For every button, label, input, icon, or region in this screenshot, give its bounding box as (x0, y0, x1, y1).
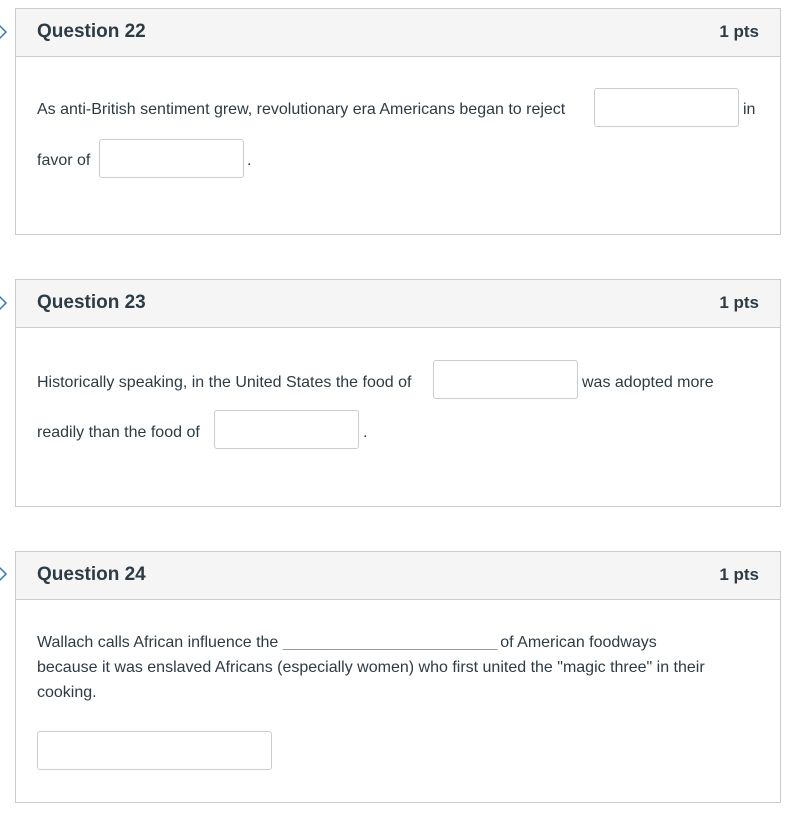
question-points: 1 pts (719, 565, 759, 584)
question-text-after-blank2: . (247, 152, 252, 169)
answer-blank-1[interactable] (433, 360, 578, 399)
question-flag-icon[interactable] (0, 566, 9, 582)
question-flag-icon[interactable] (0, 24, 9, 40)
question-text-line2: because it was enslaved Africans (especially women) who first united the "magic three" in their (37, 659, 705, 676)
question-title: Question 22 (37, 21, 146, 42)
question-text-after-blank1: in (743, 101, 756, 118)
question-text-end: of American foodways (500, 634, 657, 651)
question-flag-icon[interactable] (0, 295, 9, 311)
question-text-line3: cooking. (37, 684, 97, 701)
question-23-card (15, 279, 781, 507)
question-points: 1 pts (719, 22, 759, 41)
question-text-after-blank1: was adopted more (582, 374, 714, 391)
question-text (37, 630, 762, 705)
question-text-line1 (37, 630, 762, 655)
question-text-line1: Historically speaking, in the United States the food of (37, 374, 412, 391)
question-text-start: Wallach calls African influence the (37, 634, 279, 651)
question-text-line2: readily than the food of (37, 424, 200, 441)
question-header (16, 9, 780, 57)
question-header (16, 552, 780, 600)
question-header (16, 280, 780, 328)
question-points: 1 pts (719, 293, 759, 312)
question-text-after-blank2: . (363, 424, 368, 441)
question-title: Question 23 (37, 292, 146, 313)
question-text-line2: favor of (37, 152, 91, 169)
answer-blank-2[interactable] (214, 410, 359, 449)
question-24-card (15, 551, 781, 803)
question-22-card (15, 8, 781, 235)
question-text-line1: As anti-British sentiment grew, revolutionary era Americans began to reject (37, 101, 566, 118)
answer-blank-1[interactable] (594, 88, 739, 127)
fill-in-blank-line: ___________________________________ (282, 634, 496, 650)
answer-blank-2[interactable] (99, 139, 244, 178)
question-title: Question 24 (37, 564, 146, 585)
answer-input[interactable] (37, 731, 272, 770)
